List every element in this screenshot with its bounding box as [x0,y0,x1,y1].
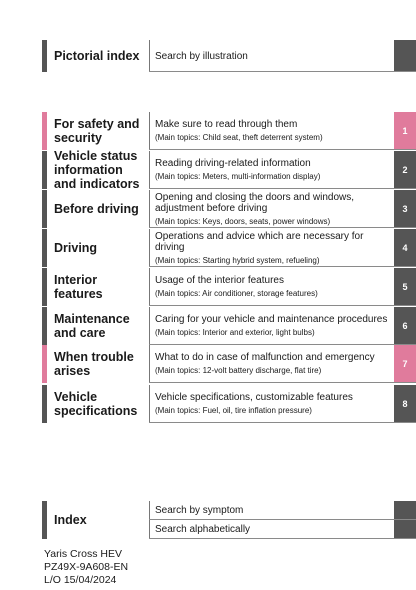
chapter-number-tab[interactable]: 8 [394,385,416,422]
chapter-row[interactable] [42,345,416,383]
chapter-row[interactable] [42,190,416,228]
chapter-main-text: Operations and advice which are necessary for driving [155,230,364,253]
model-name: Yaris Cross HEV [44,548,122,560]
chapter-row[interactable] [42,112,416,150]
pictorial-tab [394,40,416,71]
chapter-title: For safety and security [54,117,140,145]
search-alphabetically-label: Search alphabetically [155,524,251,535]
chapter-description [155,307,390,345]
chapter-description [155,229,390,267]
section-bar [42,151,47,189]
chapter-number-tab[interactable]: 2 [394,151,416,188]
section-bar [42,268,47,306]
section-bar [42,112,47,150]
chapter-description [155,112,390,150]
chapter-row[interactable] [42,268,416,306]
layout-date: L/O 15/04/2024 [44,574,117,586]
pictorial-index-title: Pictorial index [54,49,140,63]
chapter-number-tab[interactable]: 7 [394,345,416,382]
chapter-row[interactable] [42,229,416,267]
chapter-number-tab[interactable]: 4 [394,229,416,266]
chapter-description [155,268,390,306]
chapter-main-text: Vehicle specifications, customizable features [155,392,353,403]
index-row [42,501,416,539]
chapter-title: Maintenance and care [54,312,130,340]
chapter-title: Before driving [54,202,139,216]
chapter-title: When trouble arises [54,350,134,378]
search-by-symptom-link[interactable] [149,501,416,520]
section-bar [42,40,47,72]
chapter-topics: (Main topics: Starting hybrid system, refueling) [155,255,320,265]
search-by-symptom-label: Search by symptom [155,505,244,516]
chapter-row[interactable] [42,151,416,189]
chapter-topics: (Main topics: Interior and exterior, light bulbs) [155,328,315,337]
chapter-topics: (Main topics: Air conditioner, storage features) [155,289,318,298]
chapter-number-tab[interactable]: 5 [394,268,416,305]
chapter-main-text: Reading driving-related information [155,158,311,169]
alphabetical-tab [394,520,416,538]
section-bar [42,229,47,267]
chapter-description [155,151,390,189]
chapter-topics: (Main topics: Child seat, theft deterrent system) [155,133,323,142]
chapter-number-tab[interactable]: 6 [394,307,416,344]
chapter-number-tab[interactable]: 1 [394,112,416,149]
chapter-title: Vehicle status information and indicators [54,149,140,191]
chapter-description [155,385,390,423]
search-alphabetically-link[interactable] [149,520,416,539]
chapter-number-tab[interactable]: 3 [394,190,416,227]
publication-code: PZ49X-9A608-EN [44,561,129,573]
pictorial-index-desc[interactable]: Search by illustration [155,50,248,62]
section-bar [42,190,47,228]
index-title: Index [54,513,87,527]
section-bar [42,307,47,345]
section-bar [42,501,47,539]
symptom-tab [394,501,416,519]
chapter-main-text: What to do in case of malfunction and emergency [155,352,375,363]
chapter-title: Interior features [54,273,103,301]
footer [44,548,128,587]
chapter-description [155,345,390,383]
chapter-title: Vehicle specifications [54,390,138,418]
chapter-description [155,190,390,228]
chapter-main-text: Usage of the interior features [155,275,284,286]
chapter-row[interactable] [42,307,416,345]
chapter-title: Driving [54,241,98,255]
chapter-topics: (Main topics: Meters, multi-information display) [155,172,321,181]
chapter-row[interactable] [42,385,416,423]
pictorial-index-row[interactable] [42,40,416,72]
chapter-main-text: Opening and closing the doors and windows, adjustment before driving [155,191,355,214]
chapter-topics: (Main topics: Fuel, oil, tire inflation pressure) [155,406,312,415]
chapter-main-text: Make sure to read through them [155,119,298,130]
chapter-topics: (Main topics: 12-volt battery discharge, flat tire) [155,366,322,375]
section-bar [42,345,47,383]
chapter-topics: (Main topics: Keys, doors, seats, power windows) [155,216,331,226]
chapter-main-text: Caring for your vehicle and maintenance procedures [155,314,388,325]
section-bar [42,385,47,423]
